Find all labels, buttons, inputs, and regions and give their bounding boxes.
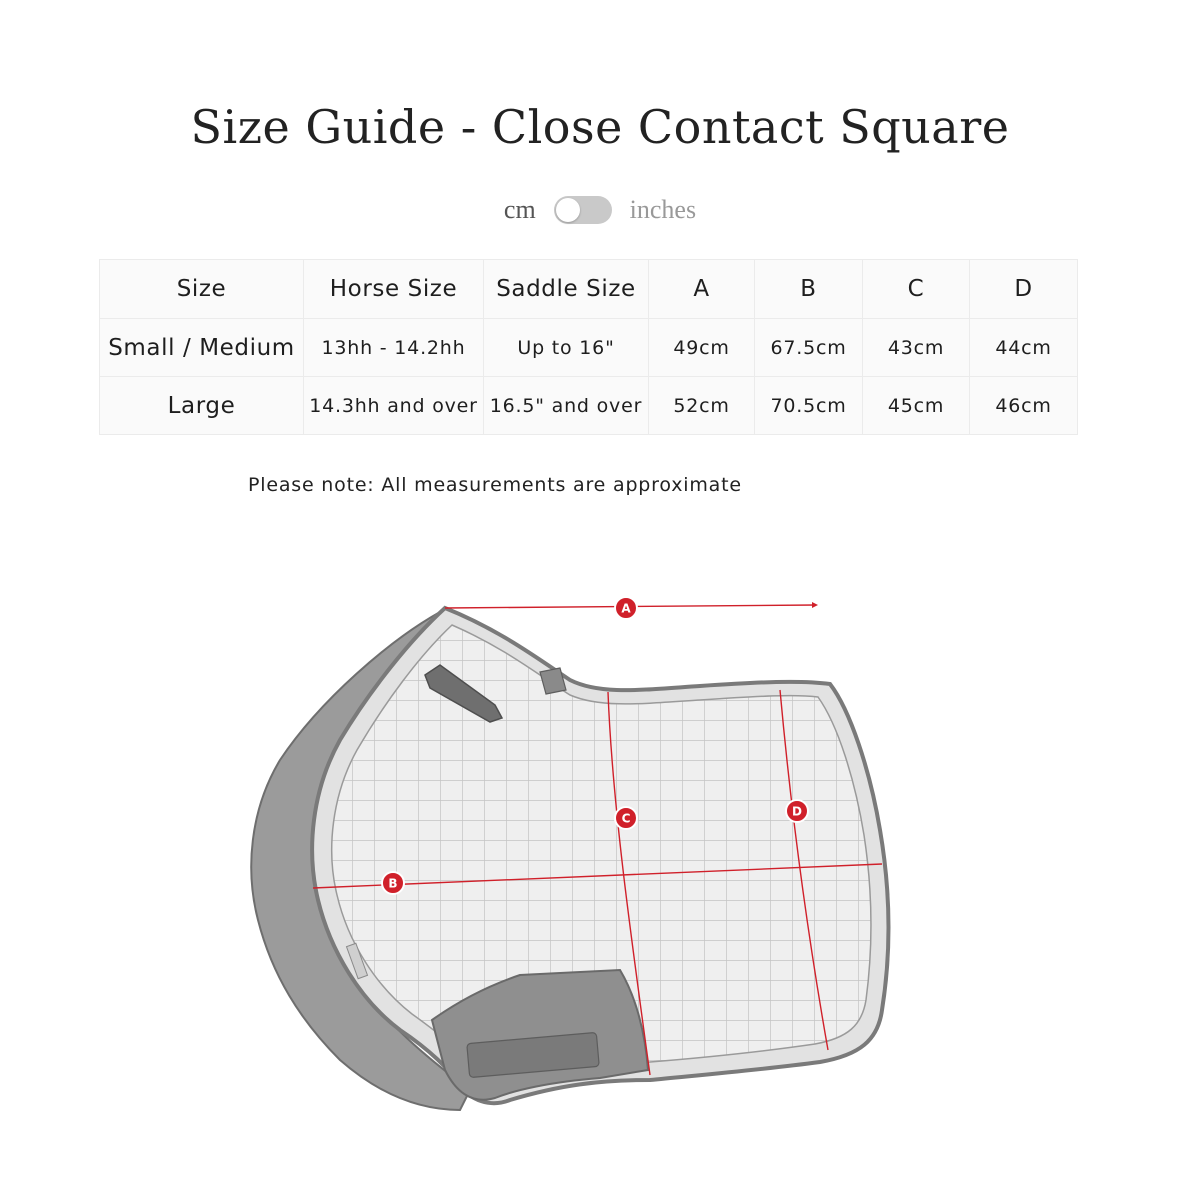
header-horse-size: Horse Size: [304, 260, 484, 319]
unit-switch[interactable]: [554, 196, 612, 224]
table-row: [100, 377, 1078, 435]
cell-d: 44cm: [970, 319, 1078, 377]
cell-b: 70.5cm: [755, 377, 863, 435]
svg-text:D: D: [792, 804, 802, 819]
cell-b: 67.5cm: [755, 319, 863, 377]
table-row: [100, 319, 1078, 377]
cell-horse-size: 14.3hh and over: [304, 377, 484, 435]
cell-c: 45cm: [863, 377, 970, 435]
unit-label-inches[interactable]: inches: [629, 195, 697, 224]
unit-switch-knob: [556, 198, 580, 222]
header-a: A: [649, 260, 755, 319]
header-d: D: [970, 260, 1078, 319]
size-table: [99, 259, 1078, 435]
cell-size: Large: [100, 377, 304, 435]
marker-d: [786, 800, 808, 822]
cell-d: 46cm: [970, 377, 1078, 435]
unit-toggle: [0, 190, 1200, 230]
svg-text:C: C: [621, 811, 631, 826]
svg-text:B: B: [388, 876, 398, 891]
arrow-a-head-icon: [812, 602, 818, 608]
header-saddle-size: Saddle Size: [484, 260, 649, 319]
measurement-note: Please note: All measurements are approximate: [248, 474, 742, 496]
marker-b: [382, 872, 404, 894]
svg-text:A: A: [621, 601, 631, 616]
header-c: C: [863, 260, 970, 319]
cell-a: 52cm: [649, 377, 755, 435]
unit-label-cm[interactable]: cm: [503, 195, 536, 224]
cell-size: Small / Medium: [100, 319, 304, 377]
cell-horse-size: 13hh - 14.2hh: [304, 319, 484, 377]
cell-c: 43cm: [863, 319, 970, 377]
saddle-pad-diagram: [0, 540, 1200, 1160]
marker-a: [615, 597, 637, 619]
marker-c: [615, 807, 637, 829]
page-title: Size Guide - Close Contact Square: [190, 100, 1010, 154]
cell-saddle-size: 16.5" and over: [484, 377, 649, 435]
cell-a: 49cm: [649, 319, 755, 377]
table-header-row: [100, 260, 1078, 319]
cell-saddle-size: Up to 16": [484, 319, 649, 377]
header-size: Size: [100, 260, 304, 319]
header-b: B: [755, 260, 863, 319]
